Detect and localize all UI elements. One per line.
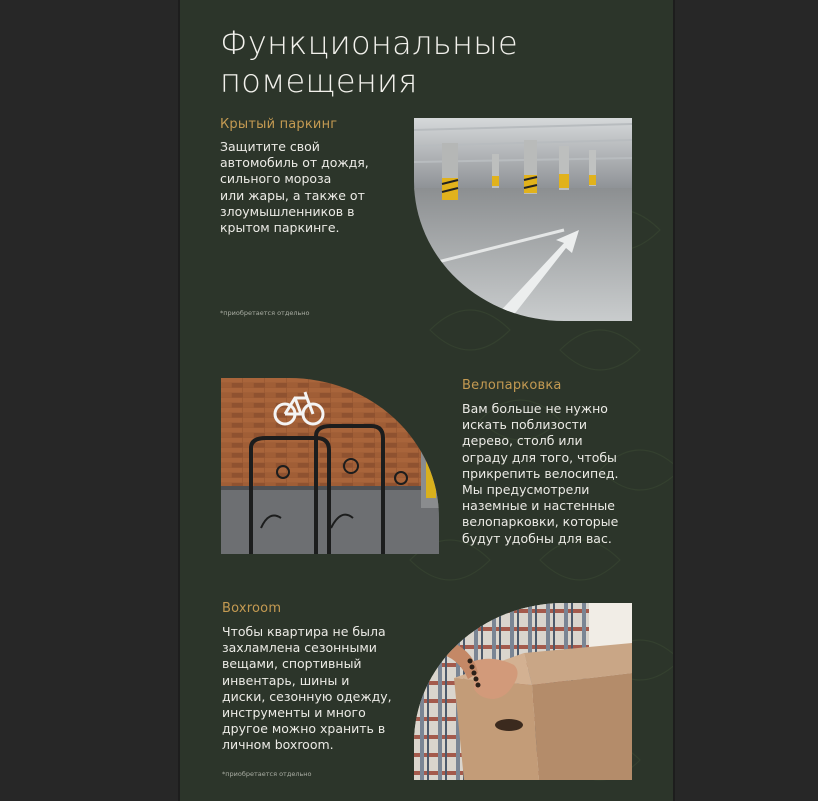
section-text-boxroom: Чтобы квартира не была захламлена сезонными вещами, спортивный инвентарь, шины и диски, сезонную одежду, инструменты и много другое можно хранить в личном boxroom. <box>222 624 392 753</box>
footnote-parking: *приобретается отдельно <box>220 309 310 317</box>
section-text-parking: Защитите свой автомобиль от дождя, сильного мороза или жары, а также от злоумышленников в крытом паркинге. <box>220 139 369 236</box>
page-title: Функциональные помещения <box>220 24 518 100</box>
covered-parking-photo <box>414 118 632 321</box>
bicycle-parking-photo <box>221 378 439 554</box>
page-edge-right <box>673 0 675 801</box>
section-text-bicycle: Вам больше не нужно искать поблизости дерево, столб или ограду для того, чтобы прикрепить велосипед. Мы предусмотрели наземные и настенные велопарковки, которые будут удобны для вас. <box>462 401 619 546</box>
boxroom-photo <box>414 603 632 780</box>
footnote-boxroom: *приобретается отдельно <box>222 770 312 778</box>
document-page[interactable] <box>180 0 673 801</box>
section-heading-bicycle: Велопарковка <box>462 378 562 393</box>
section-heading-parking: Крытый паркинг <box>220 117 338 132</box>
section-heading-boxroom: Boxroom <box>222 601 282 616</box>
